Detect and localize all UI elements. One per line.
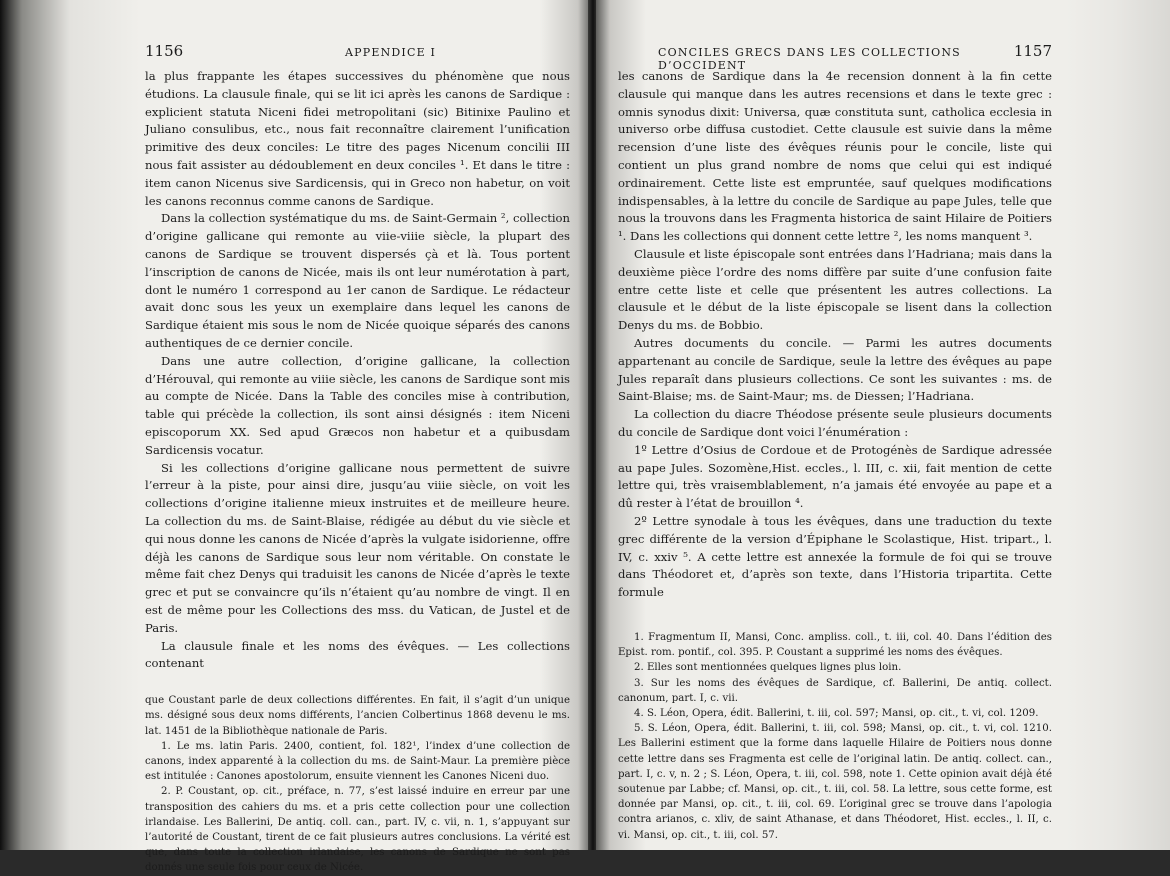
right-page-header [618,42,1052,72]
running-title: APPENDICE I [345,46,437,59]
footnote: 1. Le ms. latin Paris. 2400, contient, fol. 182¹, l’index d’une collection de canons, index apparenté à la collection du ms. de Saint-Maur. La première pièce est intitulée : Canones apostolorum, ensuite viennent les Canones Niceni duo. [145,740,570,783]
paragraph: Clausule et liste épiscopale sont entrées dans l’Hadriana; mais dans la deuxième pièce l’ordre des noms diffère par suite d’une confusion faite entre cette liste et celle que présentent les autres collections. La clausule et le début de la liste épiscopale se lisent dans la collection Denys du ms. de Bobbio. [618,246,1052,333]
paragraph: Autres documents du concile. — Parmi les autres documents appartenant au concile de Sardique, seule la lettre des évêques au pape Jules reparaît dans plusieurs collections. Ce sont les suivantes : ms. de Saint-Blaise; ms. de Saint-Maur; ms. de Diessen; l’Hadriana. [618,335,1052,404]
paragraph: la plus frappante les étapes successives du phénomène que nous étudions. La clausule finale, qui se lit ici après les canons de Sardique : explicient statuta Niceni fidei metropolitani (sic) Bitinixe Paulino et Juliano consulibus, etc., nous fait reconnaître clairement l’unification primitive des deux conciles: Le titre des pages Nicenum concilii III nous fait assister au dédoublement en deux conciles ¹. Et dans le titre : item canon Nicenus sive Sardicensis, qui in Greco non habetur, on voit les canons reconnus comme canons de Sardique. [145,69,570,208]
paragraph: Dans une autre collection, d’origine gallicane, la collection d’Hérouval, qui remonte au viiie siècle, les canons de Sardique sont mis au compte de Nicée. Dans la Table des conciles mise à contribution, table qui précède la collection, ils sont ainsi désignés : item Niceni episcoporum XX. Sed apud Græcos non habetur et a quibusdam Sardicensis vocatur. [145,353,570,457]
page-number: 1156 [145,42,184,60]
footnote: 4. S. Léon, Opera, édit. Ballerini, t. iii, col. 597; Mansi, op. cit., t. vi, col. 1209. [634,707,1039,719]
footnote: 3. Sur les noms des évêques de Sardique, cf. Ballerini, De antiq. collect. canonum, part. I, c. vii. [618,677,1052,704]
left-page-footnotes [145,693,570,875]
footnote: 1. Fragmentum II, Mansi, Conc. ampliss. coll., t. iii, col. 40. Dans l’édition des Epist. rom. pontif., col. 395. P. Coustant a supprimé les noms des évêques. [618,631,1052,659]
right-page-footnotes [618,630,1052,843]
footnote: 2. Elles sont mentionnées quelques lignes plus loin. [634,662,902,674]
footnote: que Coustant parle de deux collections différentes. En fait, il s’agit d’un unique ms. désigné sous deux noms différents, l’ancien Colbertinus 1868 devenu le ms. lat. 1451 de la Bibliothèque nationale de Paris. [145,695,570,737]
paragraph: La clausule finale et les noms des évêques. — Les collections contenant [145,638,570,671]
footnote: 5. S. Léon, Opera, édit. Ballerini, t. iii, col. 598; Mansi, op. cit., t. vi, col. 1210. Les Ballerini estiment que la forme dans laquelle Hilaire de Poitiers nous donne cette lettre dans ses Fragmenta est celle de l’original latin. De antiq. collect. can., part. I, c. v, n. 2 ; S. Léon, Opera, t. iii, col. 598, note 1. Cette opinion avait déjà été soutenue par Labbe; cf. Mansi, op. cit., t. iii, col. 58. La lettre, sous cette forme, est donnée par Mansi, op. cit., t. iii, col. 69. L’original grec se trouve dans l’apologia contra arianos, c. xliv, de saint Athanase, et dans Théodoret, Hist. eccles., l. II, c. vi. Mansi, op. cit., t. iii, col. 57. [618,723,1052,841]
paragraph: La collection du diacre Théodose présente seule plusieurs documents du concile de Sardique dont voici l’énumération : [618,407,1052,439]
left-page-body [145,68,570,673]
left-page-header [145,42,570,68]
paragraph: 1º Lettre d’Osius de Cordoue et de Protogénès de Sardique adressée au pape Jules. Sozomène,Hist. eccles., l. III, c. xii, fait mention de cette lettre qui, très vraisemblablement, n’a jamais été envoyée au pape et a dû rester à l’état de brouillon ⁴. [618,442,1052,511]
right-page [596,0,1170,850]
running-title: CONCILES GRECS DANS LES COLLECTIONS D’OCCIDENT [658,46,961,72]
paragraph: les canons de Sardique dans la 4e recension donnent à la fin cette clausule qui manque dans les autres recensions et dans le texte grec : omnis synodus dixit: Universa, quæ constituta sunt, catholica ecclesia in universo orbe diffusa custodiet. Cette clausule est suivie dans la même recension d’une liste des évêques réunis pour le concile, liste qui contient un plus grand nombre de noms que celui qui est indiqué ordinairement. Cette liste est empruntée, sauf quelques modifications indispensables, à la lettre du concile de Sardique au pape Jules, telle que nous la trouvons dans les Fragmenta historica de saint Hilaire de Poitiers ¹. Dans les collections qui donnent cette lettre ², les noms manquent ³. [618,69,1052,244]
paragraph: Si les collections d’origine gallicane nous permettent de suivre l’erreur à la piste, pour ainsi dire, jusqu’au viiie siècle, on voit les collections d’origine italienne mieux instruites et de meilleure heure. La collection du ms. de Saint-Blaise, rédigée au début du vie siècle et qui nous donne les canons de Nicée d’après la vulgate isidorienne, offre déjà les canons de Sardique sous leur nom véritable. On constate le même fait chez Denys qui traduisit les canons de Nicée d’après le texte grec et put se convaincre qu’ils n’étaient qu’au nombre de vingt. Il en est de même pour les Collections des mss. du Vatican, de Justel et de Paris. [145,460,570,635]
paragraph: Dans la collection systématique du ms. de Saint-Germain ², collection d’origine gallicane qui remonte au viie-viiie siècle, la plupart des canons de Sardique se trouvent dispersés çà et là. Tous portent l’inscription de canons de Nicée, mais ils ont leur numérotation à part, dont le numéro 1 correspond au 1er canon de Sardique. Le rédacteur avait donc sous les yeux un exemplaire dans lequel les canons de Sardique étaient mis sous le nom de Nicée quoique séparés des canons authentiques de ce dernier concile. [145,211,571,350]
page-number: 1157 [1013,42,1052,60]
footnote: 2. P. Coustant, op. cit., préface, n. 77, s’est laissé induire en erreur par une transposition des cahiers du ms. et a pris cette collection pour une collection irlandaise. Les Ballerini, De antiq. coll. can., part. IV, c. vii, n. 1, s’appuyant sur l’autorité de Coustant, tirent de ce fait plusieurs autres conclusions. La vérité est que, dans toute la collection irlandaise, les canons de Sardique ne sont pas donnés une seule fois pour ceux de Nicée. [145,786,570,874]
right-page-body [618,68,1052,602]
paragraph: 2º Lettre synodale à tous les évêques, dans une traduction du texte grec différente de la version d’Épiphane le Scolastique, Hist. tripart., l. IV, c. xxiv ⁵. A cette lettre est annexée la formule de foi qui se trouve dans Théodoret et, d’après son texte, dans l’Historia tripartita. Cette formule [618,513,1052,600]
